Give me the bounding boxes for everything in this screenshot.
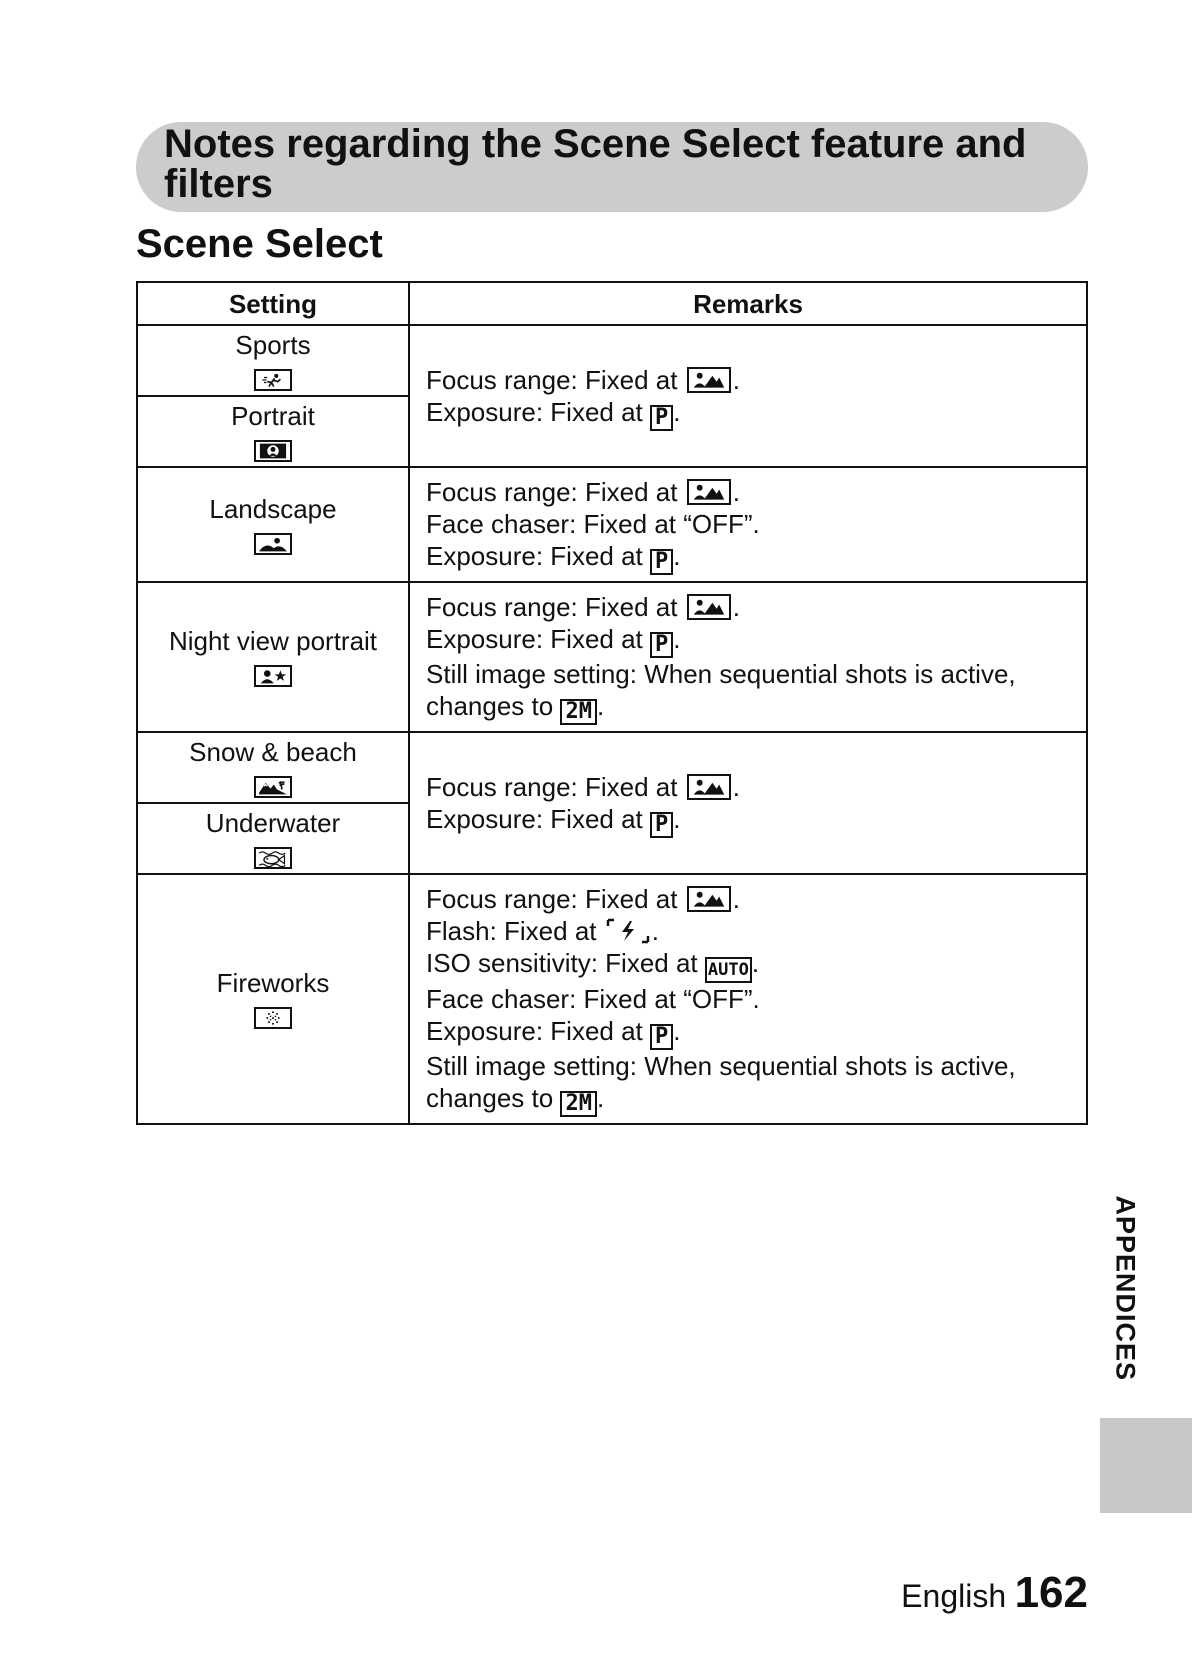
setting-fireworks xyxy=(137,874,409,1124)
remark-text: Focus range: Fixed at xyxy=(426,771,678,802)
landscape-focus-icon xyxy=(687,367,731,393)
setting-sports xyxy=(137,325,409,396)
remark-text: Exposure: Fixed at xyxy=(426,541,643,571)
remark-text: Exposure: Fixed at xyxy=(426,1016,643,1046)
portrait-icon xyxy=(254,440,292,462)
remarks-fireworks xyxy=(409,874,1087,1124)
section-side-label xyxy=(1110,1195,1140,1405)
landscape-icon xyxy=(254,533,292,555)
table-row xyxy=(137,325,1087,396)
page-title: Notes regarding the Scene Select feature and filters xyxy=(164,122,1027,206)
setting-snow-beach xyxy=(137,732,409,803)
setting-name: Fireworks xyxy=(216,968,330,998)
period: . xyxy=(732,884,740,914)
remark-line xyxy=(426,1082,1072,1117)
scene-select-table xyxy=(136,281,1088,1125)
program-mode-icon: P xyxy=(650,1024,673,1050)
remark-text: Exposure: Fixed at xyxy=(426,624,643,654)
remark-text: Flash: Fixed at xyxy=(426,916,597,946)
page-footer xyxy=(901,1568,1088,1618)
setting-night-view-portrait xyxy=(137,582,409,732)
remarks-snow-underwater xyxy=(409,732,1087,874)
period: . xyxy=(732,592,740,622)
setting-name: Portrait xyxy=(231,400,315,431)
iso-auto-icon: AUTO xyxy=(705,957,752,983)
remark-text: changes to xyxy=(426,1083,554,1113)
remark-line xyxy=(426,1015,1072,1050)
setting-name: Underwater xyxy=(205,807,341,838)
remark-line xyxy=(426,690,1072,725)
period: . xyxy=(732,477,740,507)
remark-line xyxy=(426,803,1072,838)
remark-text: ISO sensitivity: Fixed at xyxy=(426,948,698,978)
remark-line xyxy=(426,364,1072,396)
image-size-2m-icon: 2M xyxy=(560,699,597,725)
landscape-focus-icon xyxy=(687,774,731,800)
setting-name: Night view portrait xyxy=(168,626,378,656)
program-mode-icon: P xyxy=(650,405,673,431)
snow-beach-icon xyxy=(254,776,292,798)
landscape-focus-icon xyxy=(687,594,731,620)
remark-line xyxy=(426,623,1072,658)
remark-line xyxy=(426,396,1072,431)
program-mode-icon: P xyxy=(650,812,673,838)
remark-line xyxy=(426,883,1072,915)
remarks-night-view-portrait xyxy=(409,582,1087,732)
remark-line: Still image setting: When sequential shots is active, xyxy=(426,659,1016,689)
sports-icon xyxy=(254,369,292,391)
table-row xyxy=(137,467,1087,582)
program-mode-icon: P xyxy=(650,549,673,575)
remark-text: Exposure: Fixed at xyxy=(426,803,643,834)
period: . xyxy=(673,803,681,834)
night-portrait-icon xyxy=(254,665,292,687)
remark-line: Face chaser: Fixed at “OFF”. xyxy=(426,509,760,539)
remark-text: Exposure: Fixed at xyxy=(426,396,643,427)
section-title: Scene Select xyxy=(136,222,383,266)
remark-text: changes to xyxy=(426,691,554,721)
underwater-icon xyxy=(254,847,292,869)
period: . xyxy=(673,541,681,571)
setting-name: Snow & beach xyxy=(189,736,357,767)
landscape-focus-icon xyxy=(687,479,731,505)
table-row xyxy=(137,874,1087,1124)
period: . xyxy=(596,691,605,721)
setting-underwater xyxy=(137,803,409,874)
period: . xyxy=(651,916,659,946)
setting-portrait xyxy=(137,396,409,467)
table-header-row xyxy=(137,282,1087,325)
remark-text: Focus range: Fixed at xyxy=(426,364,678,395)
period: . xyxy=(732,771,740,802)
period: . xyxy=(673,624,681,654)
fireworks-icon xyxy=(254,1007,292,1029)
remark-line xyxy=(426,915,1072,947)
period: . xyxy=(596,1083,605,1113)
program-mode-icon: P xyxy=(650,632,673,658)
setting-name: Landscape xyxy=(209,493,337,524)
period: . xyxy=(751,948,760,978)
remark-line xyxy=(426,476,1072,508)
landscape-focus-icon xyxy=(687,886,731,912)
remarks-landscape xyxy=(409,467,1087,582)
column-header-setting: Setting xyxy=(137,282,409,325)
table-row xyxy=(137,582,1087,732)
flash-off-icon xyxy=(606,918,650,944)
period: . xyxy=(673,1016,681,1046)
page-number: 162 xyxy=(1014,1568,1088,1617)
remarks-sports-portrait xyxy=(409,325,1087,467)
remark-line: Still image setting: When sequential shots is active, xyxy=(426,1051,1016,1081)
remark-line xyxy=(426,947,1072,983)
section-tab-marker xyxy=(1100,1418,1192,1513)
remark-line xyxy=(426,771,1072,803)
period: . xyxy=(732,364,740,395)
footer-language: English xyxy=(901,1578,1007,1614)
remark-text: Focus range: Fixed at xyxy=(426,477,678,507)
remark-line: Face chaser: Fixed at “OFF”. xyxy=(426,984,760,1014)
remark-line xyxy=(426,591,1072,623)
remark-line xyxy=(426,540,1072,575)
side-label-text: APPENDICES xyxy=(1110,1195,1141,1382)
table-row xyxy=(137,732,1087,803)
remark-text: Focus range: Fixed at xyxy=(426,592,678,622)
image-size-2m-icon: 2M xyxy=(560,1091,597,1117)
column-header-remarks: Remarks xyxy=(409,282,1087,325)
period: . xyxy=(673,396,681,427)
remark-text: Focus range: Fixed at xyxy=(426,884,678,914)
setting-landscape xyxy=(137,467,409,582)
setting-name: Sports xyxy=(235,329,311,360)
